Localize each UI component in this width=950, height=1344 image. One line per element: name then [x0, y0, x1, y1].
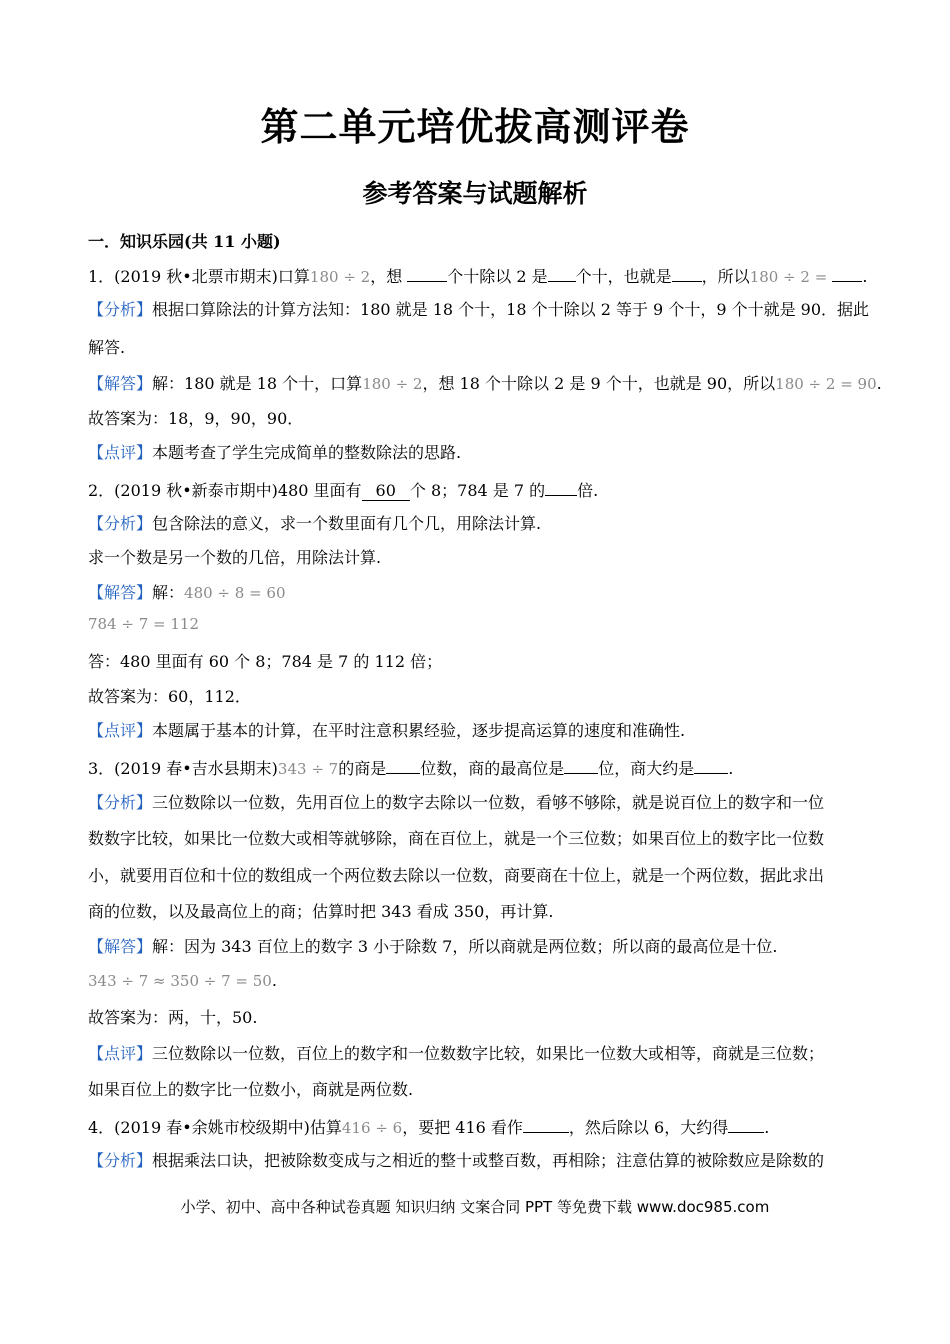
math-expression: 416 ÷ 6	[341, 1119, 403, 1137]
question-1-analysis-cont: 解答.	[88, 338, 126, 357]
question-2-reply: 答：480 里面有 60 个 8；784 是 7 的 112 倍；	[88, 652, 443, 671]
answer-blank[interactable]	[386, 757, 420, 774]
comment-tag: 【点评】	[88, 721, 153, 740]
question-2-comment: 【点评】本题属于基本的计算，在平时注意积累经验，逐步提高运算的速度和准确性.	[88, 721, 686, 740]
answer-blank[interactable]	[523, 1116, 569, 1133]
solution-tag: 【解答】	[88, 583, 153, 602]
analysis-tag: 【分析】	[88, 300, 153, 319]
page-subtitle: 参考答案与试题解析	[362, 179, 588, 208]
question-3-analysis-cont: 小，就要用百位和十位的数组成一个两位数去除以一位数，商要商在十位上，就是一个两位数，据此求出	[88, 866, 825, 885]
question-2-analysis-cont: 求一个数是另一个数的几倍，用除法计算.	[88, 548, 382, 567]
math-expression: 180 ÷ 2 = 90	[775, 375, 877, 393]
analysis-tag: 【分析】	[88, 793, 153, 812]
question-3-stem: 3．(2019 春•吉水县期末)343 ÷ 7的商是 位数，商的最高位是 位，商大约是 .	[88, 759, 734, 778]
question-2-solution: 【解答】解：480 ÷ 8 = 60	[88, 583, 286, 602]
answer-blank[interactable]	[548, 265, 576, 282]
section-heading: 一．知识乐园(共 11 小题)	[88, 232, 281, 251]
question-1-answer: 故答案为：18，9，90，90．	[88, 409, 304, 428]
question-4-analysis: 【分析】根据乘法口诀，把被除数变成与之相近的整十或整百数，再相除；注意估算的被除数应是除数的	[88, 1151, 825, 1170]
question-3-comment: 【点评】三位数除以一位数，百位上的数字和一位数数字比较，如果比一位数大或相等，商就是三位数；	[88, 1044, 825, 1063]
question-2-answer: 故答案为：60，112．	[88, 687, 251, 706]
question-2-stem: 2．(2019 秋•新泰市期中)480 里面有 60 个 8；784 是 7 的 倍.	[88, 481, 599, 500]
question-3-analysis: 【分析】三位数除以一位数，先用百位上的数字去除以一位数，看够不够除，就是说百位上的数字和一位	[88, 793, 825, 812]
answer-blank[interactable]	[728, 1116, 764, 1133]
question-3-analysis-cont: 数数字比较，如果比一位数大或相等就够除，商在百位上，就是一个三位数；如果百位上的数字比一位数	[88, 829, 825, 848]
question-1-analysis: 【分析】根据口算除法的计算方法知：180 就是 18 个十，18 个十除以 2 等于 9 个十，9 个十就是 90．据此	[88, 300, 870, 319]
filled-answer: 60	[362, 481, 410, 501]
comment-tag: 【点评】	[88, 1044, 153, 1063]
answer-blank[interactable]	[672, 265, 702, 282]
math-expression: 480 ÷ 8 = 60	[184, 584, 286, 602]
math-expression: 343 ÷ 7	[277, 760, 339, 778]
answer-blank[interactable]	[407, 265, 447, 282]
question-1-comment: 【点评】本题考查了学生完成简单的整数除法的思路.	[88, 443, 462, 462]
answer-blank[interactable]	[694, 757, 728, 774]
page-footer: 小学、初中、高中各种试卷真题 知识归纳 文案合同 PPT 等免费下载 www.doc985.com	[180, 1198, 770, 1216]
analysis-tag: 【分析】	[88, 1151, 153, 1170]
question-3-solution-expr: 343 ÷ 7 ≈ 350 ÷ 7 = 50.	[88, 971, 277, 990]
math-expression: 180 ÷ 2	[309, 268, 371, 286]
comment-tag: 【点评】	[88, 443, 153, 462]
answer-blank[interactable]	[545, 479, 577, 496]
question-3-analysis-cont: 商的位数，以及最高位上的商；估算时把 343 看成 350，再计算.	[88, 902, 554, 921]
question-3-solution: 【解答】解：因为 343 百位上的数字 3 小于除数 7，所以商就是两位数；所以商的最高位是十位.	[88, 937, 778, 956]
question-2-analysis: 【分析】包含除法的意义，求一个数里面有几个几，用除法计算.	[88, 514, 542, 533]
question-2-solution-expr	[88, 614, 868, 634]
answer-blank[interactable]	[564, 757, 598, 774]
answer-blank[interactable]	[832, 265, 862, 282]
solution-tag: 【解答】	[88, 374, 153, 393]
page-title: 第二单元培优拔高测评卷	[260, 104, 690, 149]
question-3-comment-cont: 如果百位上的数字比一位数小，商就是两位数.	[88, 1080, 414, 1099]
math-expression: 180 ÷ 2 =	[749, 268, 828, 286]
question-3-answer: 故答案为：两，十，50.	[88, 1008, 258, 1027]
question-1-stem: 1．(2019 秋•北票市期末)口算180 ÷ 2，想 个十除以 2 是 个十，也就是 ，所以180 ÷ 2 = .	[88, 267, 868, 286]
question-4-stem: 4．(2019 春•余姚市校级期中)估算416 ÷ 6，要把 416 看作 ，然后除以 6，大约得 .	[88, 1118, 770, 1137]
analysis-tag: 【分析】	[88, 514, 153, 533]
question-1-solution: 【解答】解：180 就是 18 个十，口算180 ÷ 2，想 18 个十除以 2 是 9 个十，也就是 90，所以180 ÷ 2 = 90.	[88, 374, 882, 393]
solution-tag: 【解答】	[88, 937, 153, 956]
math-expression: 343 ÷ 7 ≈ 350 ÷ 7 = 50	[88, 972, 272, 990]
math-expression: 180 ÷ 2	[362, 375, 423, 393]
math-expression: 784 ÷ 7 = 112	[88, 615, 200, 633]
